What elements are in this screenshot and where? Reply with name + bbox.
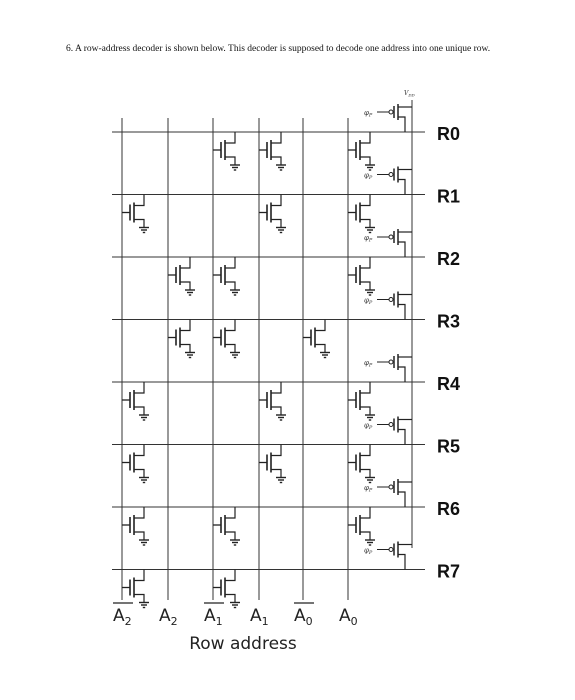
drain <box>398 430 405 445</box>
drain <box>398 117 405 132</box>
source <box>315 345 325 353</box>
nmos-R1-col3 <box>259 195 286 233</box>
drain <box>398 367 405 382</box>
row-label-R2: R2 <box>437 249 461 269</box>
nmos-R5-col3 <box>259 445 286 483</box>
source <box>360 282 370 290</box>
drain <box>360 132 370 143</box>
precharge-phi-label: $\varphi_P$ <box>364 484 373 494</box>
drain <box>360 507 370 518</box>
nmos-R3-col2 <box>213 320 240 358</box>
nmos-R1-col5 <box>348 195 375 233</box>
precharge-phi-label: $\varphi_P$ <box>364 109 373 119</box>
drain <box>134 507 144 518</box>
source <box>225 282 235 290</box>
pulldown-transistors <box>122 132 375 608</box>
source <box>360 532 370 540</box>
row-label-R0: R0 <box>437 124 461 144</box>
drain <box>134 382 144 393</box>
nmos-R5-col0 <box>122 445 149 483</box>
precharge-pullups <box>364 104 412 570</box>
nmos-R2-col1 <box>168 257 195 295</box>
address-label-col5: $A_0$ <box>339 606 358 628</box>
inversion-bubble <box>389 298 393 302</box>
vdd-label: $V_{DD}$ <box>404 90 415 98</box>
inversion-bubble <box>389 173 393 177</box>
drain <box>271 445 281 456</box>
drain <box>271 195 281 206</box>
inversion-bubble <box>389 360 393 364</box>
inversion-bubble <box>389 235 393 239</box>
source <box>271 470 281 478</box>
question-number: 6. <box>66 44 74 54</box>
drain <box>398 492 405 507</box>
source <box>360 407 370 415</box>
drain <box>360 257 370 268</box>
drain <box>134 195 144 206</box>
drain <box>398 242 405 257</box>
inversion-bubble <box>389 548 393 552</box>
nmos-R2-col5 <box>348 257 375 295</box>
nmos-R0-col3 <box>259 132 286 170</box>
drain <box>225 570 235 581</box>
drain <box>271 132 281 143</box>
source <box>225 532 235 540</box>
inversion-bubble <box>389 485 393 489</box>
drain <box>398 555 405 570</box>
drain <box>225 507 235 518</box>
drain <box>180 257 190 268</box>
drain <box>360 382 370 393</box>
precharge-pmos-R5 <box>364 417 412 445</box>
address-label-col4: $A_0$ <box>294 606 313 628</box>
source <box>134 470 144 478</box>
drain <box>180 320 190 331</box>
row-label-R7: R7 <box>437 561 461 582</box>
nmos-R6-col2 <box>213 507 240 545</box>
source <box>271 220 281 228</box>
row-address-caption: Row address <box>189 634 297 654</box>
nmos-R5-col5 <box>348 445 375 483</box>
nmos-R3-col4 <box>303 320 330 358</box>
drain <box>315 320 325 331</box>
row-label-R3: R3 <box>437 311 461 332</box>
drain <box>360 195 370 206</box>
drain <box>225 320 235 331</box>
precharge-phi-label: $\varphi_P$ <box>364 171 373 181</box>
address-label-col0: $A_2$ <box>113 606 132 628</box>
nmos-R2-col2 <box>213 257 240 295</box>
question-body: A row-address decoder is shown below. This decoder is supposed to decode one address into one unique row. <box>74 44 491 54</box>
address-label-col1: $A_2$ <box>159 606 178 628</box>
row-label-R6: R6 <box>437 499 461 519</box>
precharge-phi-label: $\varphi_P$ <box>364 421 373 431</box>
nmos-R6-col0 <box>122 507 149 545</box>
precharge-phi-label: $\varphi_P$ <box>364 234 373 244</box>
source <box>134 532 144 540</box>
drain <box>360 445 370 456</box>
precharge-pmos-R4 <box>364 354 412 382</box>
row-label-R5: R5 <box>437 436 461 457</box>
source <box>360 157 370 165</box>
drain <box>134 445 144 456</box>
source <box>225 157 235 165</box>
source <box>134 595 144 603</box>
source <box>360 470 370 478</box>
drain <box>398 305 405 320</box>
nmos-R3-col1 <box>168 320 195 358</box>
precharge-phi-label: $\varphi_P$ <box>364 359 373 369</box>
source <box>134 220 144 228</box>
column-address-labels <box>113 603 358 628</box>
source <box>271 157 281 165</box>
address-label-col2: $A_1$ <box>204 606 223 628</box>
drain <box>225 257 235 268</box>
nmos-R6-col5 <box>348 507 375 545</box>
address-label-col3: $A_1$ <box>250 606 269 628</box>
row-label-R4: R4 <box>437 374 461 394</box>
nmos-R4-col0 <box>122 382 149 420</box>
source <box>225 595 235 603</box>
nmos-R7-col2 <box>213 570 240 608</box>
source <box>225 345 235 353</box>
source <box>180 282 190 290</box>
precharge-phi-label: $\varphi_P$ <box>364 296 373 306</box>
source <box>360 220 370 228</box>
nmos-R4-col5 <box>348 382 375 420</box>
nmos-R7-col0 <box>122 570 149 608</box>
drain <box>271 382 281 393</box>
source <box>180 345 190 353</box>
precharge-pmos-R6 <box>364 479 412 507</box>
inversion-bubble <box>389 110 393 114</box>
row-labels <box>437 124 460 582</box>
drain <box>225 132 235 143</box>
nmos-R0-col2 <box>213 132 240 170</box>
drain <box>398 180 405 195</box>
precharge-phi-label: $\varphi_P$ <box>364 546 373 556</box>
precharge-pmos-R0 <box>364 104 412 132</box>
nmos-R1-col0 <box>122 195 149 233</box>
inversion-bubble <box>389 423 393 427</box>
source <box>134 407 144 415</box>
source <box>271 407 281 415</box>
drain <box>134 570 144 581</box>
nmos-R0-col5 <box>348 132 375 170</box>
precharge-pmos-R3 <box>364 292 412 320</box>
row-label-R1: R1 <box>437 186 461 207</box>
nmos-R4-col3 <box>259 382 286 420</box>
